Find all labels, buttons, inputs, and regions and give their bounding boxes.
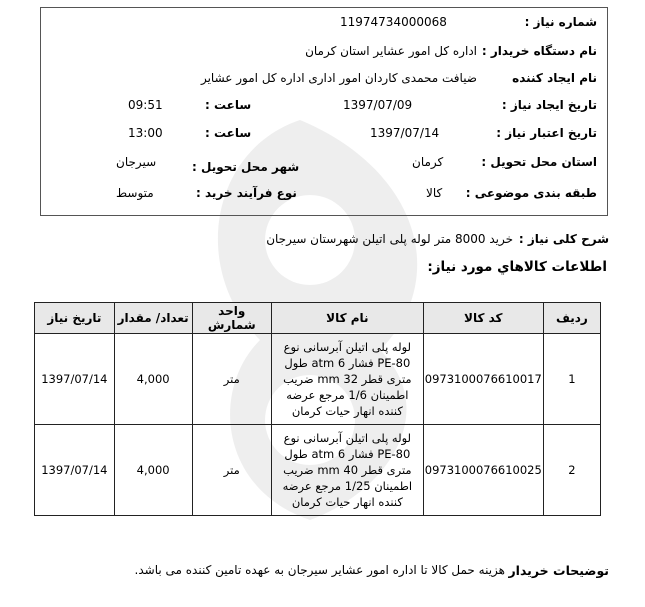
buyer-notes-label: توضیحات خریدار: [508, 563, 609, 578]
process-label: نوع فرآیند خرید :: [196, 186, 297, 200]
row-qty: 4,000: [114, 425, 192, 516]
valid-date: 1397/07/14: [370, 126, 440, 140]
col-header-name: نام کالا: [271, 303, 423, 334]
need-number-label: شماره نیاز :: [524, 15, 597, 29]
items-section-title: اطلاعات کالاهاي مورد نیاز:: [427, 259, 607, 275]
row-name-line: متری قطر mm 40 ضریب: [283, 463, 412, 477]
row-unit: متر: [192, 334, 271, 425]
summary-label: شرح کلی نیاز :: [518, 232, 609, 246]
row-name: [271, 334, 423, 425]
row-index: 2: [543, 425, 600, 516]
row-name-line: PE-80 فشار atm 6 طول: [284, 447, 411, 461]
row-date: 1397/07/14: [35, 334, 115, 425]
row-name-line: کننده انهار حیات کرمان: [291, 404, 403, 418]
process: متوسط: [116, 186, 154, 200]
creator-label: نام ایجاد کننده: [512, 71, 597, 85]
row-name-line: اطمینان 1/25 مرجع عرضه: [282, 479, 413, 493]
buyer-notes-text: هزینه حمل کالا تا اداره امور عشایر سیرجان به عهده تامین کننده می باشد.: [134, 563, 505, 577]
col-header-unit: واحد شمارش: [192, 303, 271, 334]
col-header-date: تاریخ نیاز: [35, 303, 115, 334]
summary-text: خرید 8000 متر لوله پلی اتیلن شهرستان سیرجان: [266, 232, 513, 246]
creator: ضیافت محمدی کاردان امور اداری اداره کل امور عشایر: [200, 71, 477, 85]
province-label: استان محل تحویل :: [481, 155, 597, 169]
valid-time-label: ساعت :: [205, 126, 252, 140]
created-time: 09:51: [128, 98, 163, 112]
row-name-line: متری قطر mm 32 ضریب: [283, 372, 412, 386]
row-qty: 4,000: [114, 334, 192, 425]
row-date: 1397/07/14: [35, 425, 115, 516]
row-name-line: لوله پلی اتیلن آبرسانی نوع: [283, 431, 412, 445]
city-label: شهر محل تحویل :: [192, 160, 300, 174]
row-name-line: PE-80 فشار atm 6 طول: [284, 356, 411, 370]
created-date: 1397/07/09: [343, 98, 413, 112]
created-time-label: ساعت :: [205, 98, 252, 112]
buyer-org-label: نام دستگاه خریدار :: [481, 44, 597, 58]
col-header-index: ردیف: [543, 303, 600, 334]
table-row: [35, 334, 601, 425]
category: کالا: [426, 186, 443, 200]
row-code: 0973100076610017: [423, 334, 543, 425]
row-unit: متر: [192, 425, 271, 516]
row-code: 0973100076610025: [423, 425, 543, 516]
city: سیرجان: [116, 155, 157, 169]
row-name-line: کننده انهار حیات کرمان: [291, 495, 403, 509]
valid-date-label: تاریخ اعتبار نیاز :: [496, 126, 597, 140]
row-name-line: اطمینان 1/6 مرجع عرضه: [286, 388, 409, 402]
created-date-label: تاریخ ایجاد نیاز :: [501, 98, 597, 112]
items-table: [34, 302, 601, 516]
province: کرمان: [412, 155, 444, 169]
buyer-org: اداره کل امور عشایر استان کرمان: [305, 44, 477, 58]
col-header-code: کد کالا: [423, 303, 543, 334]
valid-time: 13:00: [128, 126, 163, 140]
row-index: 1: [543, 334, 600, 425]
need-number: 11974734000068: [340, 15, 447, 29]
col-header-qty: تعداد/ مقدار: [114, 303, 192, 334]
category-label: طبقه بندی موضوعی :: [465, 186, 597, 200]
table-row: [35, 425, 601, 516]
row-name-line: لوله پلی اتیلن آبرسانی نوع: [283, 340, 412, 354]
row-name: [271, 425, 423, 516]
